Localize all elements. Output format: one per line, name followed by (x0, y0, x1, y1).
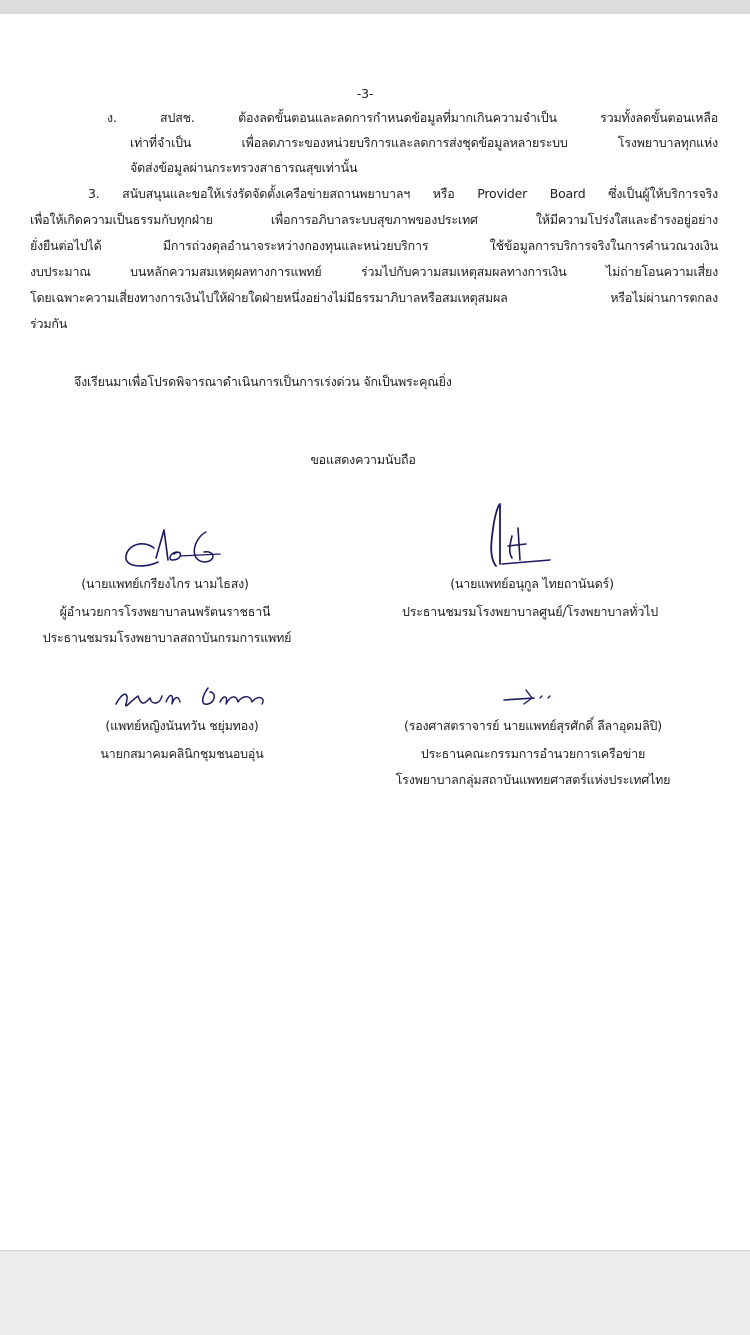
signatory-4-title-1: ประธานคณะกรรมการอำนวยการเครือข่าย (420, 746, 646, 761)
viewer-top-bar (0, 0, 750, 14)
regards: ขอแสดงความนับถือ (310, 452, 416, 467)
signature-3-image (112, 678, 282, 718)
item-3-line-4: งบประมาณ บนหลักความสมเหตุผลทางการแพทย์ ร่วมไปกับความสมเหตุสมผลทางการเงิน ไม่ถ่ายโอนความเสี่ยง (30, 264, 718, 279)
item-3-line-6: ร่วมกัน (30, 316, 68, 331)
signatory-1-title-1: ผู้อำนวยการโรงพยาบาลนพรัตนราชธานี (59, 604, 271, 619)
item-3-line-1: 3. สนับสนุนและขอให้เร่งรัดจัดตั้งเครือข่ายสถานพยาบาลฯ หรือ Provider Board ซึ่งเป็นผู้ให้บริการจริง (88, 186, 718, 201)
item-3-line-3: ยั่งยืนต่อไปได้ มีการถ่วงดุลอำนาจระหว่างกองทุนและหน่วยบริการ ใช้ข้อมูลการบริการจริงในการคำนวณวงเงิน (30, 238, 718, 253)
viewer-bottom-bar (0, 1250, 750, 1335)
signatory-4-name: (รองศาสตราจารย์ นายแพทย์สุรศักดิ์ ลีลาอุดมลิปิ) (404, 718, 662, 733)
signatory-2-name: (นายแพทย์อนุกูล ไทยถานันดร์) (450, 576, 614, 591)
item-4-line-3: จัดส่งข้อมูลผ่านกระทรวงสาธารณสุขเท่านั้น (130, 160, 358, 175)
document-page (0, 14, 750, 1250)
signature-2-image (480, 502, 570, 574)
item-3-line-5: โดยเฉพาะความเสี่ยงทางการเงินไปให้ฝ่ายใดฝ่ายหนึ่งอย่างไม่มีธรรมาภิบาลหรือสมเหตุสมผล หรือไม่ผ่านการตกลง (30, 290, 718, 305)
item-4-line-1: ง. สปสช. ต้องลดขั้นตอนและลดการกำหนดข้อมูลที่มากเกินความจำเป็น รวมทั้งลดขั้นตอนเหลือ (107, 110, 718, 125)
closing-request: จึงเรียนมาเพื่อโปรดพิจารณาดำเนินการเป็นการเร่งด่วน จักเป็นพระคุณยิ่ง (74, 374, 452, 389)
signatory-1-name: (นายแพทย์เกรียงไกร นามไธสง) (81, 576, 249, 591)
item-3-line-2: เพื่อให้เกิดความเป็นธรรมกับทุกฝ่าย เพื่อการอภิบาลระบบสุขภาพของประเทศ ให้มีความโปร่งใสและธำรงอยู่อย่าง (30, 212, 718, 227)
signatory-2-title-1: ประธานชมรมโรงพยาบาลศูนย์/โรงพยาบาลทั่วไป (402, 604, 658, 619)
signatory-3-name: (แพทย์หญิงนันทวัน ชยุ่มทอง) (105, 718, 259, 733)
signatory-4-title-2: โรงพยาบาลกลุ่มสถาบันแพทยศาสตร์แห่งประเทศไทย (395, 772, 671, 787)
signature-4-image (500, 686, 570, 712)
signature-1-image (120, 524, 250, 574)
page-number: -3- (356, 86, 374, 101)
signatory-3-title-1: นายกสมาคมคลินิกชุมชนอบอุ่น (100, 746, 264, 761)
item-4-line-2: เท่าที่จำเป็น เพื่อลดภาระของหน่วยบริการและลดการส่งชุดข้อมูลหลายระบบ โรงพยาบาลทุกแห่ง (130, 135, 718, 150)
signatory-1-title-2: ประธานชมรมโรงพยาบาลสถาบันกรมการแพทย์ (42, 630, 292, 645)
